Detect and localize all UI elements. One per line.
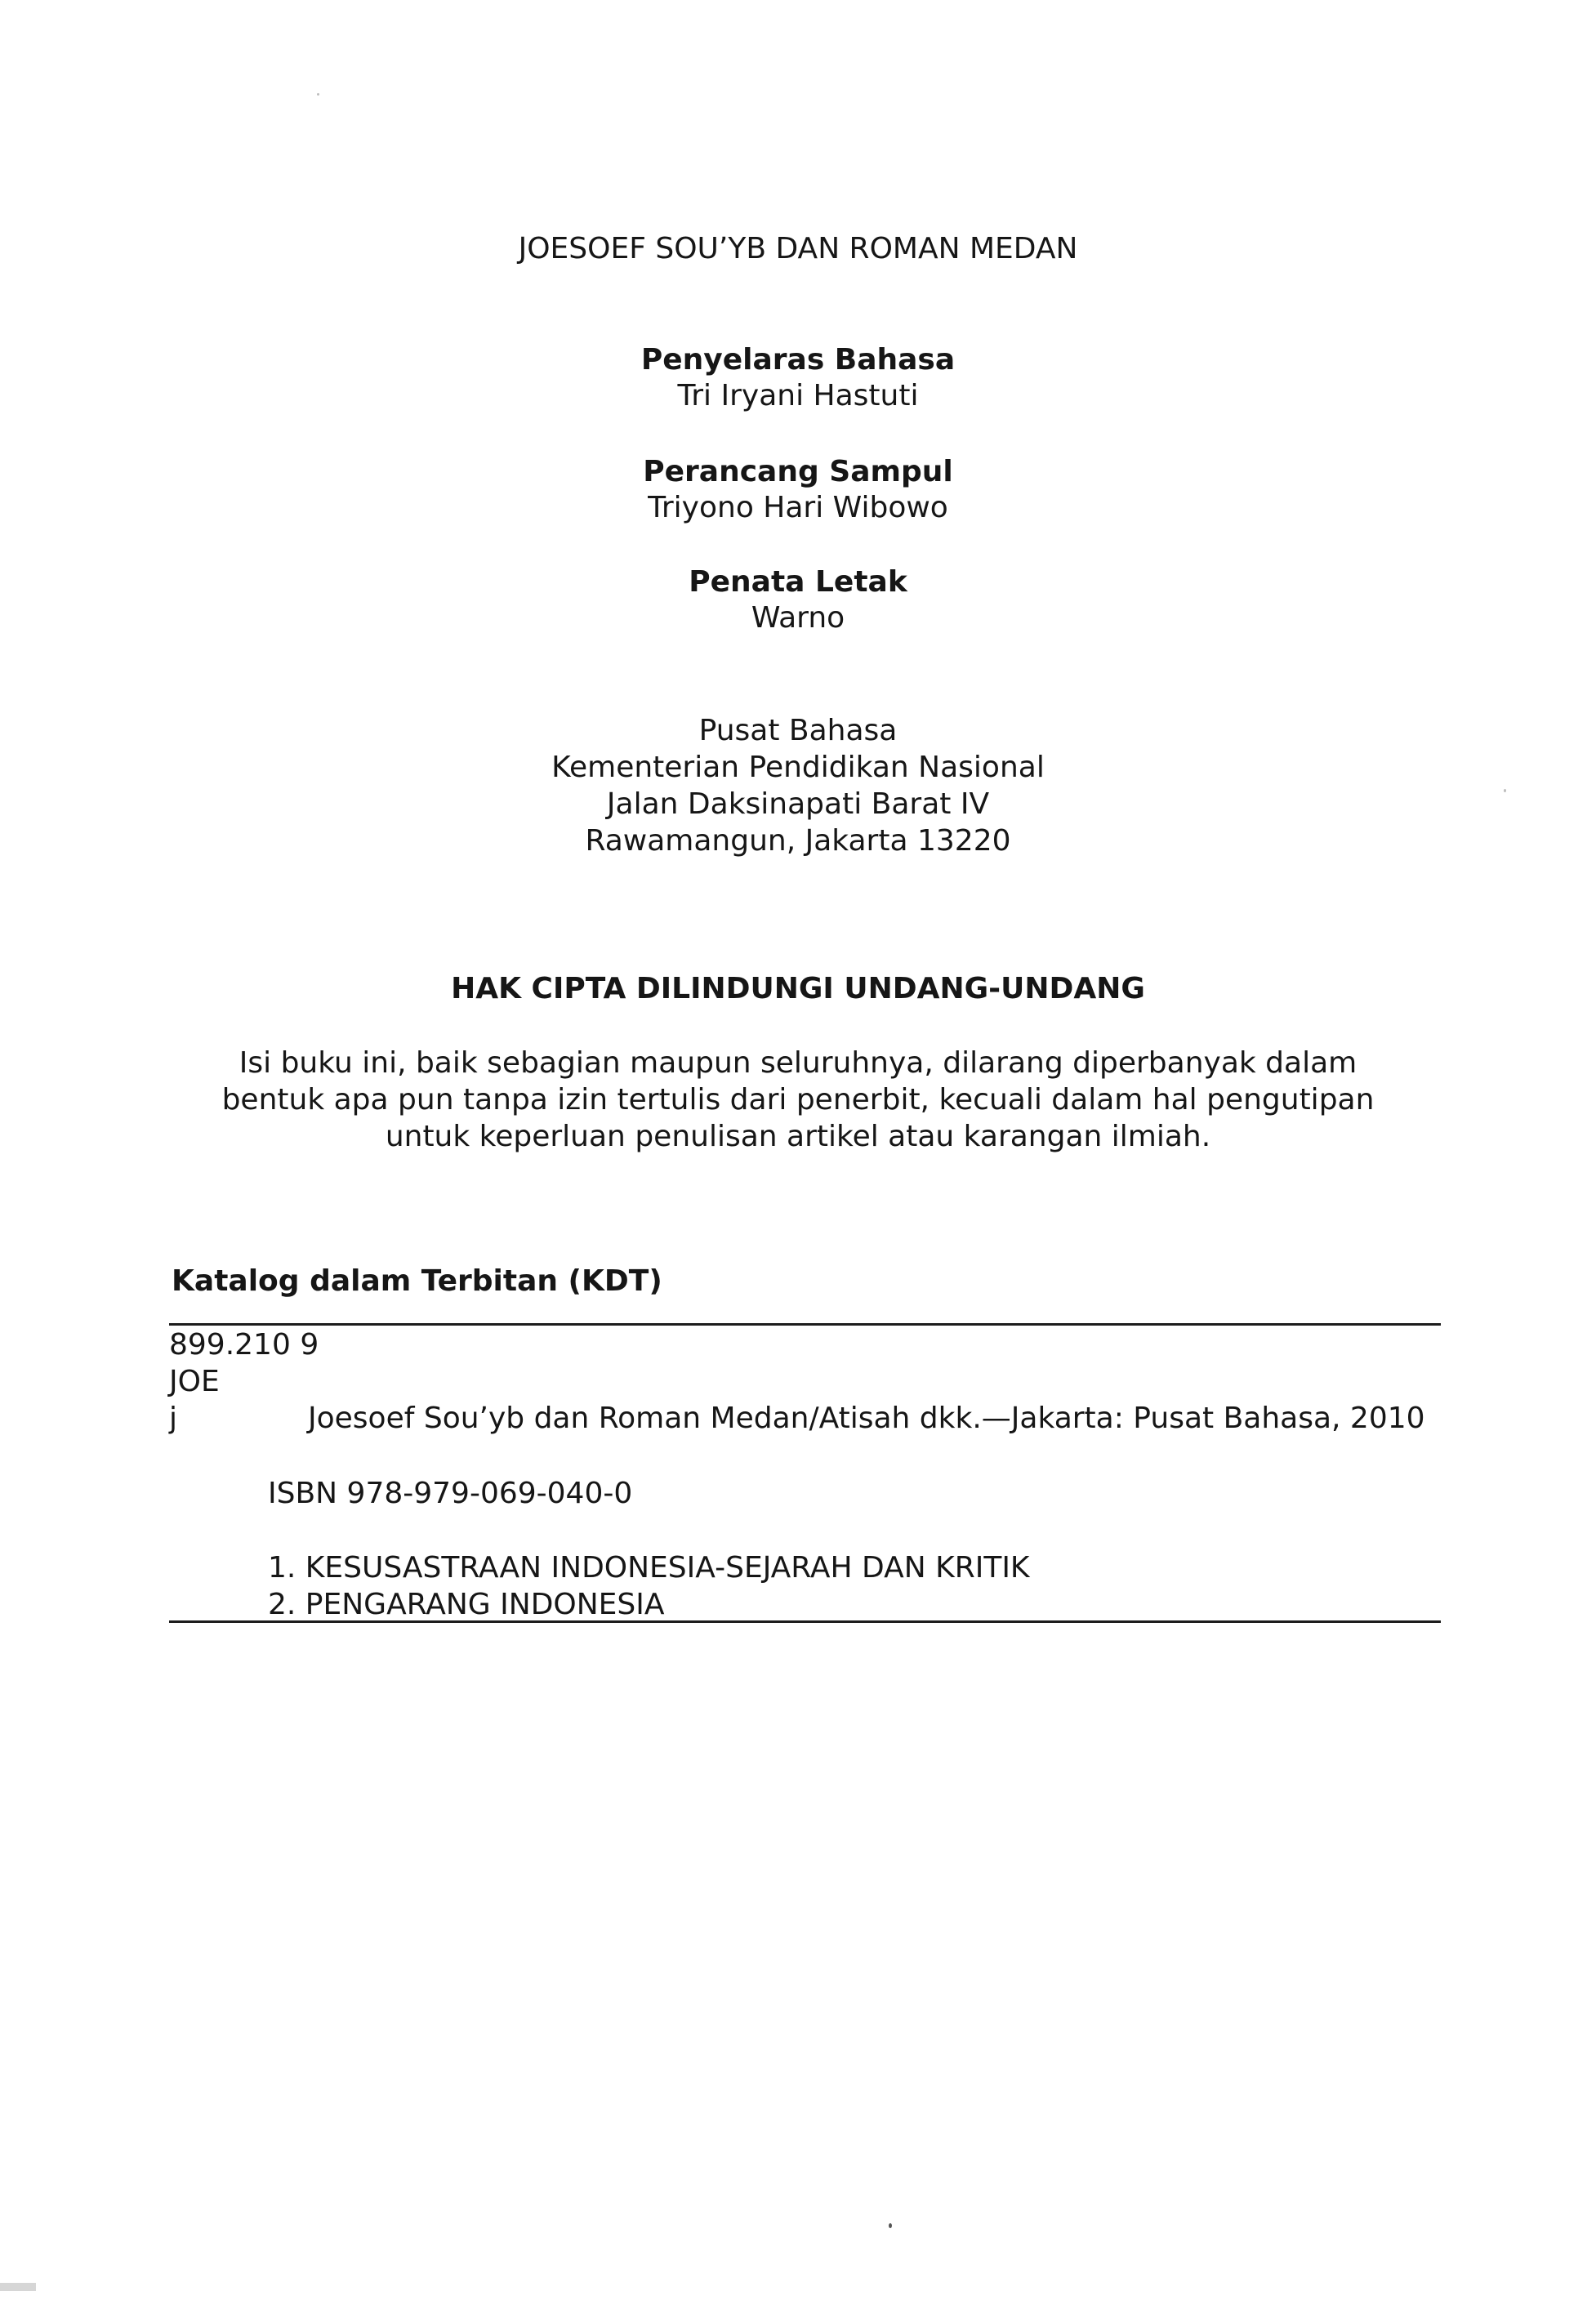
credit-role-cover-designer: Perancang Sampul [643, 455, 953, 488]
credit-role-layout: Penata Letak [689, 565, 907, 599]
credit-name-cover-designer: Triyono Hari Wibowo [648, 491, 948, 524]
catalog-entry: Joesoef Sou’yb dan Roman Medan/Atisah dkk.—Jakarta: Pusat Bahasa, 2010 [308, 1402, 1425, 1435]
catalog-heading: Katalog dalam Terbitan (KDT) [172, 1264, 662, 1298]
catalog-title-code: j [169, 1402, 178, 1435]
catalog-call-number: 899.210 9 [169, 1328, 319, 1362]
copyright-text-line: Isi buku ini, baik sebagian maupun seluruhnya, dilarang diperbanyak dalam [239, 1046, 1357, 1080]
publisher-line: Pusat Bahasa [698, 714, 898, 747]
catalog-author-code: JOE [169, 1365, 220, 1398]
copyright-heading: HAK CIPTA DILINDUNGI UNDANG-UNDANG [451, 972, 1145, 1005]
publisher-line: Rawamangun, Jakarta 13220 [585, 824, 1011, 858]
catalog-subject: 1. KESUSASTRAAN INDONESIA-SEJARAH DAN KRITIK [268, 1551, 1030, 1585]
publisher-line: Kementerian Pendidikan Nasional [551, 751, 1045, 784]
catalog-top-rule [169, 1323, 1441, 1326]
catalog-subject: 2. PENGARANG INDONESIA [268, 1588, 665, 1621]
copyright-text-line: bentuk apa pun tanpa izin tertulis dari penerbit, kecuali dalam hal pengutipan [221, 1083, 1375, 1117]
book-title: JOESOEF SOU’YB DAN ROMAN MEDAN [518, 232, 1078, 265]
copyright-text-line: untuk keperluan penulisan artikel atau karangan ilmiah. [385, 1120, 1211, 1153]
catalog-isbn: ISBN 978-979-069-040-0 [268, 1477, 633, 1510]
scan-speck [889, 2223, 892, 2228]
credit-name-language-editor: Tri Iryani Hastuti [677, 379, 919, 412]
credit-role-language-editor: Penyelaras Bahasa [640, 343, 956, 377]
scan-speck [317, 93, 319, 96]
catalog-bottom-rule [169, 1620, 1441, 1623]
publisher-line: Jalan Daksinapati Barat IV [606, 787, 990, 821]
scan-edge-shadow [0, 2283, 36, 2291]
credit-name-layout: Warno [751, 601, 845, 635]
scan-speck [1504, 789, 1506, 792]
